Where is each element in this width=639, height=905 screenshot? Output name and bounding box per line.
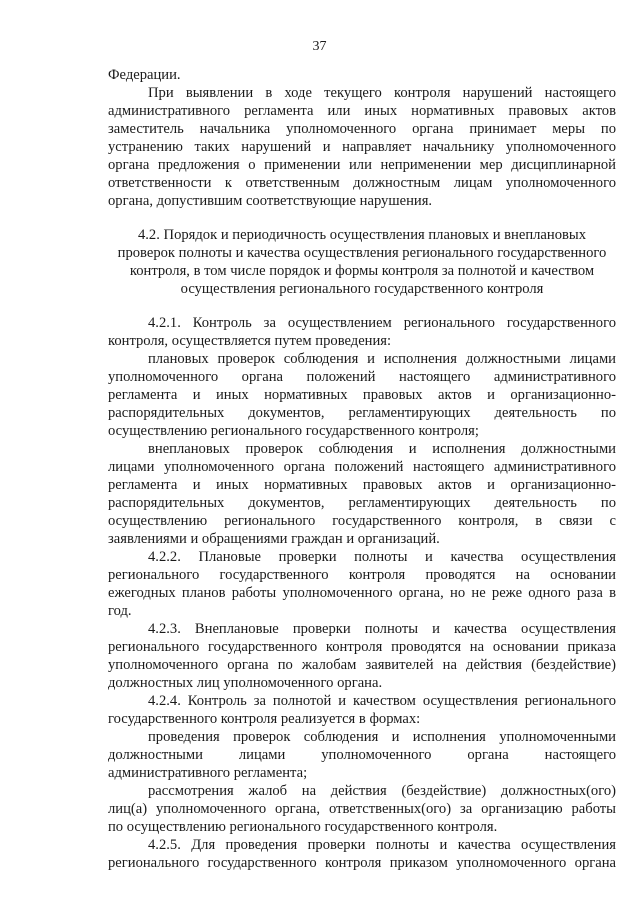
text-line: контроля, в том числе порядок и формы контроля за полнотой и качеством — [129, 263, 595, 279]
text-line: контроля, осуществляется путем проведения: — [108, 333, 392, 349]
text-line: лиц(а) уполномоченного органа, ответственных(ого) за организацию работы — [108, 801, 616, 817]
text-line: регионального государственного контроля проводятся на основании приказа — [108, 639, 616, 655]
text-line: органа, допустившим соответствующие нарушения. — [108, 193, 433, 209]
text-line: заместитель начальника уполномоченного органа принимает меры по — [108, 121, 616, 137]
text-line: по осуществлению регионального государственного контроля. — [108, 819, 498, 835]
text-line: осуществления регионального государственного контроля — [180, 281, 544, 297]
text-line: заявлениями и обращениями граждан и организаций. — [108, 531, 440, 547]
text-line: год. — [108, 603, 132, 619]
text-line: ежегодных планов работы уполномоченного органа, но не реже одного раза в — [108, 585, 616, 601]
text-line: уполномоченного органа положений настоящего административного — [108, 369, 616, 385]
text-line: распорядительных документов, регламентирующих деятельность по — [108, 405, 616, 421]
text-line: распорядительных документов, регламентирующих деятельность по — [108, 495, 616, 511]
text-line: органа предложения о применении или неприменении мер дисциплинарной — [108, 157, 616, 173]
text-line: 4.2.5. Для проведения проверки полноты и качества осуществления — [148, 837, 616, 853]
text-line: государственного контроля реализуется в формах: — [108, 711, 421, 727]
text-line: осуществлению регионального государственного контроля, в связи с — [108, 513, 616, 529]
text-line: регламента и иных нормативных правовых актов и организационно- — [108, 477, 616, 493]
text-line: 4.2.2. Плановые проверки полноты и качества осуществления — [148, 549, 616, 565]
text-line: Федерации. — [108, 67, 181, 83]
text-line: 4.2.3. Внеплановые проверки полноты и качества осуществления — [148, 621, 616, 637]
text-line: уполномоченного органа по жалобам заявителей на действия (бездействие) — [108, 657, 616, 673]
text-line: осуществлению регионального государственного контроля; — [108, 423, 479, 439]
text-line: внеплановых проверок соблюдения и исполнения должностными — [148, 441, 616, 457]
text-line: проведения проверок соблюдения и исполнения уполномоченными — [148, 729, 616, 745]
text-line: устранению таких нарушений и направляет начальнику уполномоченного — [108, 139, 616, 155]
text-line: административного регламента или иных нормативных правовых актов — [108, 103, 616, 119]
text-line: должностных лиц уполномоченного органа. — [108, 675, 383, 691]
text-line: 4.2. Порядок и периодичность осуществления плановых и внеплановых — [137, 227, 587, 243]
text-line: рассмотрения жалоб на действия (бездействие) должностных(ого) — [148, 783, 616, 799]
text-line: При выявлении в ходе текущего контроля нарушений настоящего — [148, 85, 616, 101]
text-line: плановых проверок соблюдения и исполнения должностными лицами — [148, 351, 616, 367]
text-line: должностными лицами уполномоченного органа настоящего — [108, 747, 616, 763]
page-number: 37 — [312, 39, 327, 54]
text-line: административного регламента; — [108, 765, 308, 781]
text-line: регламента и иных нормативных правовых актов и организационно- — [108, 387, 616, 403]
text-line: ответственности к ответственным должностным лицам уполномоченного — [108, 175, 616, 191]
document-body — [108, 66, 616, 872]
text-line: регионального государственного контроля проводятся на основании — [108, 567, 616, 583]
text-line: лицами уполномоченного органа положений настоящего административного — [108, 459, 616, 475]
text-line: проверок полноты и качества осуществления регионального государственного — [117, 245, 607, 261]
text-line: 4.2.1. Контроль за осуществлением регионального государственного — [148, 315, 616, 331]
text-line: регионального государственного контроля приказом уполномоченного органа — [108, 855, 616, 871]
text-line: 4.2.4. Контроль за полнотой и качеством осуществления регионального — [148, 693, 616, 709]
